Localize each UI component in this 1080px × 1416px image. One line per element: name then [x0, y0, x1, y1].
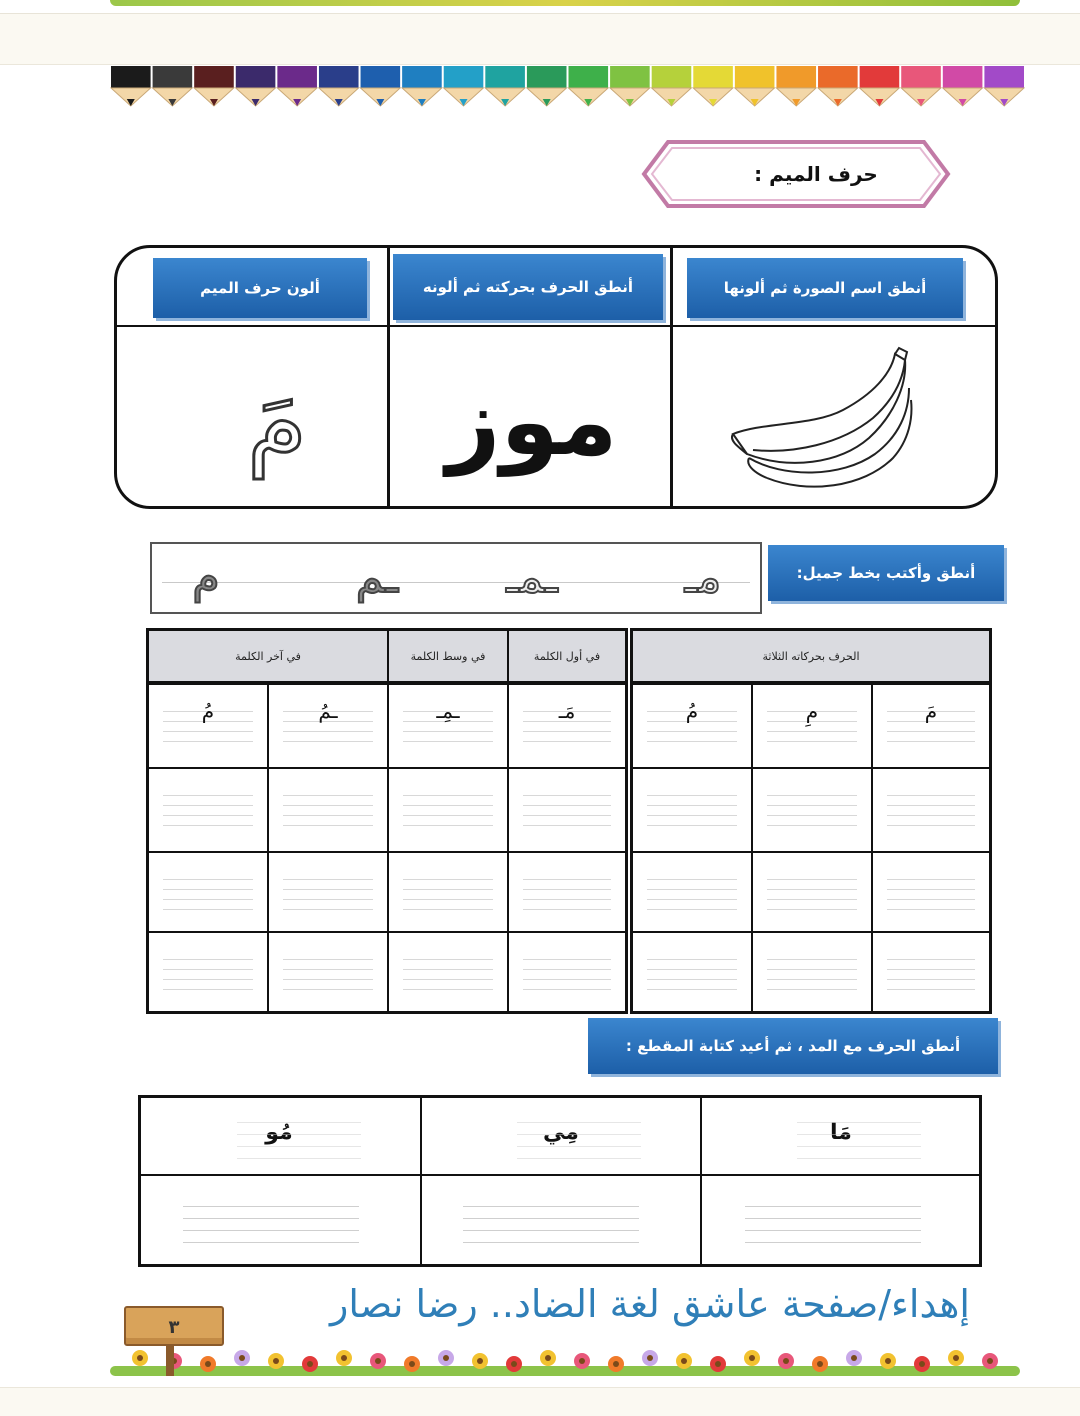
handwriting-row: [150, 542, 762, 614]
flower-center: [681, 1358, 687, 1364]
pencil-body: [735, 66, 775, 88]
writing-lines: [523, 875, 611, 915]
position-cell: [507, 851, 625, 931]
position-letter: ـمُ: [318, 699, 338, 723]
column-divider: [420, 1098, 422, 1264]
row-divider: [117, 325, 995, 327]
row-divider: [141, 1174, 979, 1176]
pencil-body: [818, 66, 858, 88]
letter-forms-table: [146, 628, 992, 1014]
position-cell: [267, 767, 387, 851]
flower-center: [409, 1361, 415, 1367]
flower-center: [851, 1355, 857, 1361]
writing-lines: [887, 955, 975, 995]
writing-lines: [163, 875, 253, 915]
wooden-sign: [118, 1300, 228, 1376]
header-pronounce-letter: أنطق الحرف بحركته ثم ألونه: [393, 254, 663, 320]
flower-center: [273, 1358, 279, 1364]
pencil-body: [943, 66, 983, 88]
flower-center: [307, 1361, 313, 1367]
header-middle: في وسط الكلمة: [387, 631, 507, 683]
pencil-body: [527, 66, 567, 88]
pencil-body: [319, 66, 359, 88]
writing-lines: [523, 791, 611, 831]
header-beginning: في أول الكلمة: [507, 631, 625, 683]
dedication-text: إهداء/صفحة عاشق لغة الضاد.. رضا نصار: [329, 1282, 970, 1326]
flower-center: [341, 1355, 347, 1361]
header-name-picture: أنطق اسم الصورة ثم ألونها: [687, 258, 963, 318]
writing-lines: [767, 791, 857, 831]
position-cell: [149, 683, 267, 767]
position-cell: [507, 683, 625, 767]
vowel-cell: [633, 683, 751, 767]
pencil-body: [236, 66, 276, 88]
pencil-body: [194, 66, 234, 88]
vowel-cell: [751, 931, 871, 1011]
letter-to-color: مَ: [247, 367, 307, 479]
flower-center: [885, 1358, 891, 1364]
mad-table: [138, 1095, 982, 1267]
vowel-cell: [871, 931, 989, 1011]
position-cell: [267, 931, 387, 1011]
position-cell: [267, 851, 387, 931]
word-moz: موز: [446, 368, 618, 477]
position-letter: مُ: [201, 699, 215, 723]
position-cell: [387, 931, 507, 1011]
syllable-guide-lines: [237, 1118, 361, 1166]
flower-center: [511, 1361, 517, 1367]
pencil-body: [485, 66, 525, 88]
pencil-body: [153, 66, 193, 88]
column-divider: [387, 248, 390, 506]
flower-center: [375, 1358, 381, 1364]
position-letter: ـمِـ: [436, 699, 460, 723]
flower-center: [647, 1355, 653, 1361]
flower-center: [987, 1358, 993, 1364]
vowel-cell: [871, 767, 989, 851]
flower-center: [443, 1355, 449, 1361]
glyph-initial: مـ: [684, 552, 722, 603]
pencil-body: [277, 66, 317, 88]
mad-label: أنطق الحرف مع المد ، ثم أعيد كتابة المقطع :: [588, 1018, 998, 1074]
syllable-guide-lines: [517, 1118, 641, 1166]
writing-lines: [887, 875, 975, 915]
previous-page-edge: [0, 0, 1080, 14]
writing-lines: [283, 791, 373, 831]
writing-lines: [523, 955, 611, 995]
vowel-cell: [633, 931, 751, 1011]
handwriting-label: أنطق وأكتب بخط جميل:: [768, 545, 1004, 601]
pencil-body: [693, 66, 733, 88]
vowel-cell: [633, 851, 751, 931]
flower-center: [579, 1358, 585, 1364]
flower-center: [953, 1355, 959, 1361]
column-divider: [670, 248, 673, 506]
pencil-body: [111, 66, 151, 88]
flower-center: [545, 1355, 551, 1361]
writing-lines: [283, 875, 373, 915]
header-color-letter: ألون حرف الميم: [153, 258, 367, 318]
page-number: ٣: [168, 1317, 180, 1338]
flower-center: [613, 1361, 619, 1367]
pencil-body: [361, 66, 401, 88]
glyph-isolated: م: [192, 552, 220, 603]
writing-lines: [887, 791, 975, 831]
position-cell: [267, 683, 387, 767]
vowel-letter: مُ: [685, 699, 699, 723]
vowel-cell: [751, 851, 871, 931]
glyph-final: ـم: [355, 552, 399, 603]
position-letter: مَـ: [558, 699, 576, 723]
pencil-body: [860, 66, 900, 88]
flower-center: [919, 1361, 925, 1367]
syllable-guide-lines: [797, 1118, 921, 1166]
pencil-body: [444, 66, 484, 88]
writing-lines: [647, 791, 737, 831]
vowel-cell: [633, 767, 751, 851]
vowel-letter: مَ: [924, 699, 938, 723]
flower-center: [715, 1361, 721, 1367]
vowels-header: الحرف بحركاته الثلاثة: [633, 631, 989, 683]
writing-lines: [403, 875, 493, 915]
writing-lines: [767, 955, 857, 995]
position-cell: [387, 767, 507, 851]
writing-lines: [403, 955, 493, 995]
writing-lines: [163, 955, 253, 995]
positions-table: [146, 628, 628, 1014]
position-cell: [507, 767, 625, 851]
writing-lines: [767, 875, 857, 915]
flowers-border: [110, 1340, 1020, 1380]
word-picture-label: [417, 348, 647, 498]
column-divider: [700, 1098, 702, 1264]
writing-lines: [647, 955, 737, 995]
header-end: في آخر الكلمة: [149, 631, 387, 683]
position-cell: [387, 851, 507, 931]
writing-lines: [183, 1202, 359, 1250]
writing-lines: [463, 1202, 639, 1250]
pencil-body: [652, 66, 692, 88]
flower-center: [239, 1355, 245, 1361]
writing-lines: [745, 1202, 921, 1250]
position-cell: [507, 931, 625, 1011]
vowel-cell: [751, 767, 871, 851]
writing-lines: [403, 791, 493, 831]
glyph-medial: ـمـ: [506, 552, 558, 603]
banana-icon: [723, 346, 923, 496]
flower-center: [477, 1358, 483, 1364]
position-cell: [149, 931, 267, 1011]
pencil-body: [776, 66, 816, 88]
writing-lines: [647, 875, 737, 915]
position-cell: [149, 767, 267, 851]
vowel-cell: [751, 683, 871, 767]
position-cell: [387, 683, 507, 767]
colored-pencils-border: [110, 66, 1025, 112]
intro-section: [114, 245, 998, 509]
pencil-body: [984, 66, 1024, 88]
flower-center: [817, 1361, 823, 1367]
vowel-letter: مِ: [805, 699, 819, 723]
pencil-body: [569, 66, 609, 88]
writing-lines: [163, 791, 253, 831]
vowels-table: [630, 628, 992, 1014]
vowel-cell: [871, 683, 989, 767]
flower-center: [783, 1358, 789, 1364]
title-badge: [640, 138, 952, 210]
grass-strip: [110, 0, 1020, 6]
vowel-cell: [871, 851, 989, 931]
pencil-body: [610, 66, 650, 88]
pencil-body: [402, 66, 442, 88]
position-cell: [149, 851, 267, 931]
flower-center: [749, 1355, 755, 1361]
pencil-body: [901, 66, 941, 88]
page-title: حرف الميم :: [754, 162, 878, 186]
writing-lines: [283, 955, 373, 995]
